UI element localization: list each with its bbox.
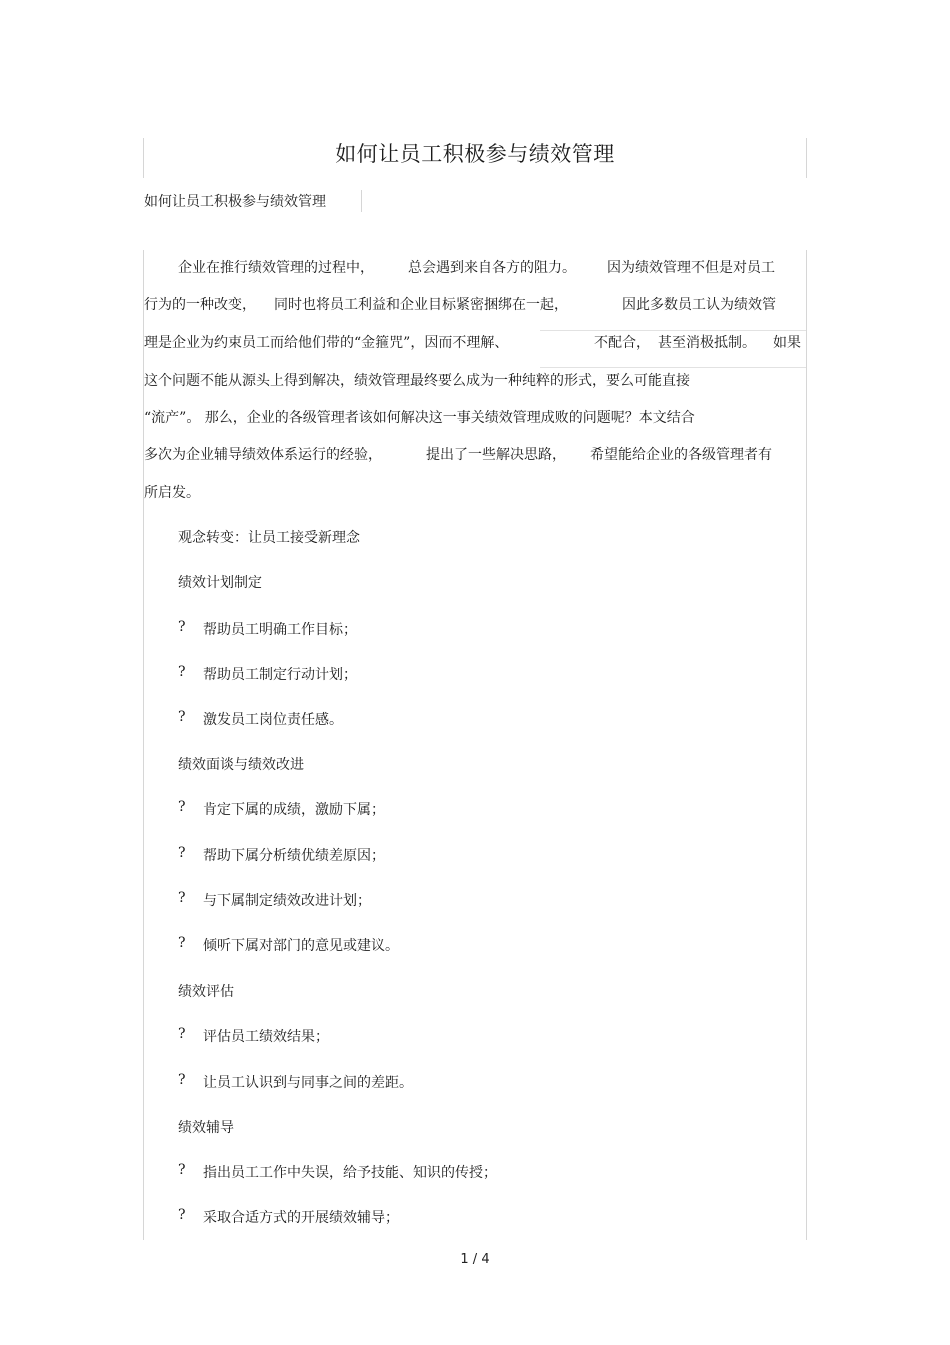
intro-segment: 不配合， [594, 335, 650, 351]
bullet-icon: ? [178, 1072, 186, 1088]
section-heading: 观念转变：让员工接受新理念 [178, 530, 360, 546]
bullet-item: 帮助员工明确工作目标； [203, 622, 357, 638]
bullet-icon: ? [178, 619, 186, 635]
intro-segment: 同时也将员工利益和企业目标紧密捆绑在一起， [274, 297, 568, 313]
bullet-item: 采取合适方式的开展绩效辅导； [203, 1210, 399, 1226]
intro-segment: 多次为企业辅导绩效体系运行的经验， [144, 447, 382, 463]
bullet-icon: ? [178, 890, 186, 906]
subtitle: 如何让员工积极参与绩效管理 [144, 194, 326, 210]
bullet-item: 让员工认识到与同事之间的差距。 [203, 1075, 413, 1091]
bullet-icon: ? [178, 799, 186, 815]
bullet-icon: ? [178, 845, 186, 861]
group-heading: 绩效评估 [178, 984, 234, 1000]
bullet-icon: ? [178, 1026, 186, 1042]
group-heading: 绩效计划制定 [178, 575, 262, 591]
intro-segment: 提出了一些解决思路， [426, 447, 566, 463]
line-rule-2 [540, 367, 806, 368]
group-heading: 绩效辅导 [178, 1120, 234, 1136]
page-number: 1 / 4 [460, 1252, 490, 1267]
bullet-icon: ? [178, 935, 186, 951]
intro-segment: 理是企业为约束员工而给他们带的“金箍咒”，因而不理解、 [144, 335, 509, 351]
bullet-item: 帮助员工制定行动计划； [203, 667, 357, 683]
bullet-item: 评估员工绩效结果； [203, 1029, 329, 1045]
bullet-icon: ? [178, 1207, 186, 1223]
line-rule-1 [540, 330, 806, 331]
page-title: 如何让员工积极参与绩效管理 [335, 142, 615, 166]
bullet-icon: ? [178, 1162, 186, 1178]
group-heading: 绩效面谈与绩效改进 [178, 757, 304, 773]
bullet-icon: ? [178, 709, 186, 725]
intro-segment: 企业在推行绩效管理的过程中， [178, 260, 374, 276]
intro-segment: 如果 [773, 335, 801, 351]
bullet-icon: ? [178, 664, 186, 680]
bullet-item: 与下属制定绩效改进计划； [203, 893, 371, 909]
intro-segment: 总会遇到来自各方的阻力。 [408, 260, 576, 276]
intro-segment: 行为的一种改变， [144, 297, 256, 313]
intro-segment: 希望能给企业的各级管理者有 [590, 447, 772, 463]
intro-segment: 因为绩效管理不但是对员工 [607, 260, 775, 276]
intro-segment: 甚至消极抵制。 [658, 335, 756, 351]
bullet-item: 指出员工工作中失误，给予技能、知识的传授； [203, 1165, 497, 1181]
bullet-item: 激发员工岗位责任感。 [203, 712, 343, 728]
subtitle-rule [361, 190, 362, 212]
intro-segment: 因此多数员工认为绩效管 [622, 297, 776, 313]
bullet-item: 帮助下属分析绩优绩差原因； [203, 848, 385, 864]
intro-segment: “流产”。 那么，企业的各级管理者该如何解决这一事关绩效管理成败的问题呢？本文结合 [144, 410, 695, 426]
intro-segment: 所启发。 [144, 485, 200, 501]
body-right-rule [806, 250, 807, 1240]
intro-segment: 这个问题不能从源头上得到解决，绩效管理最终要么成为一种纯粹的形式，要么可能直接 [144, 373, 690, 389]
bullet-item: 肯定下属的成绩，激励下属； [203, 802, 385, 818]
bullet-item: 倾听下属对部门的意见或建议。 [203, 938, 399, 954]
body-left-rule [143, 250, 144, 1240]
